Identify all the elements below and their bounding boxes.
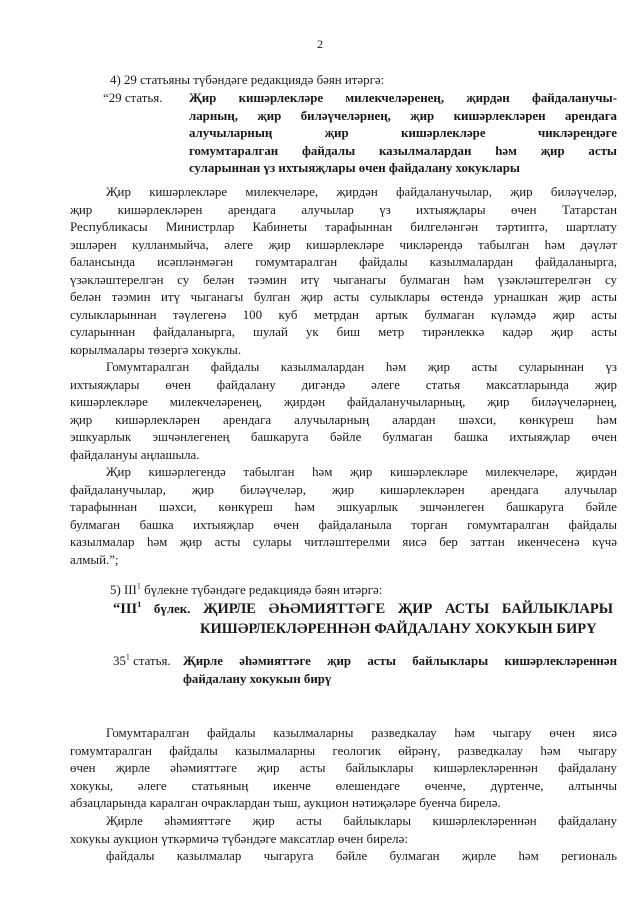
section-label: бүлек. <box>153 602 191 616</box>
article351-paragraph-1 <box>70 725 617 813</box>
article351-paragraph-3 <box>70 848 617 866</box>
text-line: өчен җирле әһәмияттәге җир асты байлыклары кишәрлекләреннән файдалану <box>70 761 617 775</box>
article29-title-line: Җир кишәрлекләре милекчеләренең, җирдән файдаланучы- <box>189 91 617 105</box>
section-title-line-1: ҖИРЛЕ ӘҺӘМИЯТТӘГЕ ҖИР АСТЫ БАЙЛЫКЛАРЫ <box>203 601 613 617</box>
section-sup: 1 <box>137 600 142 610</box>
article351-title <box>183 653 617 688</box>
text-line: Җир кишәрлекләре милекчеләре, җирдән файдаланучылар, җир биләүчеләр, <box>106 185 617 199</box>
text-line: эшләрен кулланмыйча, әлеге җир кишәрлекләре чикләрендә табылган һәм дәүләт <box>70 237 617 252</box>
item5-intro-sup: 1 <box>136 581 141 591</box>
text-line: балансында исәпләнмәгән гомумтаралган файдалы казылмалардан файдаланырга, <box>70 255 617 269</box>
article29-label: “29 статья. <box>103 91 163 105</box>
text-line: корылмалары төзергә хокуклы. <box>70 342 242 357</box>
section-title-line-2: КИШӘРЛЕКЛӘРЕННӘН ФАЙДАЛАНУ ХОКУКЫН БИРҮ <box>200 621 597 637</box>
text-line: Гомумтаралган файдалы казылмалардан һәм җир асты суларыннан үз <box>106 360 617 374</box>
item5-intro-end: бүлекне түбәндәге редакциядә бәян итәргә: <box>140 583 383 597</box>
text-line: кишәрлекләре милекчеләренең, җирдән файдаланучыларның, җир биләүчеләрнең, <box>70 395 617 409</box>
article351-sup: 1 <box>125 652 130 662</box>
text-line: Җир кишәрлегендә табылган һәм җир кишәрлекләре милекчеләре, җирдән <box>106 465 617 479</box>
text-line: казылмалар һәм җир асты сулары читләштерелми яисә бер заттан икенчесенә күчә <box>70 535 617 549</box>
article29-title-line: суларыннан үз ихтыяҗлары өчен файдалану хокуклары <box>189 161 520 175</box>
text-line: хокукы, әлеге статьяның икенче өлешендәге өченче, дүртенче, алтынчы <box>70 778 617 793</box>
text-line: җир кишәрлекләрен арендага алучылар үз ихтыяҗлары өчен Татарстан <box>70 202 617 217</box>
section-heading <box>113 599 613 619</box>
text-line: файдаланучылар, җир биләүчеләр, җир кишәрлекләрен арендага алучылар <box>70 482 617 497</box>
article351-title-line: Җирле әһәмияттәге җир асты байлыклары кишәрлекләреннән <box>183 654 617 668</box>
text-line: белән тәэмин итү чыганагы булган җир асты сулыклары өстендә урнашкан җир асты <box>70 290 617 304</box>
text-line: файдалануы аңлашыла. <box>70 447 200 462</box>
text-line: эшкуарлык эшчәнлегенең башкаруга бәйле булмаган башка ихтыяҗлар өчен <box>70 430 617 444</box>
page-number: 2 <box>317 37 323 51</box>
article351-word: статья. <box>133 654 171 668</box>
item5-intro-start: 5) III <box>110 583 137 597</box>
section-heading-line-1 <box>113 599 613 619</box>
article29-title-line: ларның, җир биләүчеләрнең, җир кишәрлекләрен арендага <box>189 108 617 123</box>
text-line: Республикасы Министрлар Кабинеты тарафыннан билгеләнгән тәртиптә, шартлату <box>70 220 617 234</box>
text-line: файдалы казылмалар чыгаруга бәйле булмаган җирле һәм региональ <box>106 849 617 863</box>
text-line: ихтыяҗлары өчен файдалану дигәндә әлеге статья максатларында җир <box>70 377 617 392</box>
article29-paragraph-1 <box>70 184 617 359</box>
article29-paragraph-3 <box>70 464 617 569</box>
text-line: җир кишәрлекләрен арендага алучыларның алардан шәхси, көнкүреш һәм <box>70 412 617 427</box>
text-line: Җирле әһәмияттәге җир асты байлыклары кишәрлекләреннән файдалану <box>106 814 617 828</box>
text-line: булмаган башка ихтыяҗлар өчен файдаланыла торган гомумтаралган файдалы <box>70 517 617 532</box>
item4-intro: 4) 29 статьяны түбәндәге редакциядә бәян итәргә: <box>110 73 385 87</box>
article29-title-line: алучыларның җир кишәрлекләре чикләрендәге <box>189 126 617 140</box>
article29-paragraph-2 <box>70 359 617 464</box>
text-line: алмый.”; <box>70 552 119 567</box>
text-line: хокукы аукцион үткәрмичә түбәндәге максатлар өчен бирелә: <box>70 831 408 846</box>
article351-title-line: файдалану хокукын бирү <box>183 671 332 686</box>
item5-intro <box>110 582 580 600</box>
text-line: үзәкләштерелгән су белән тәэмин итү чыганагы булмаган һәм үзәкләштерелгән су <box>70 272 617 287</box>
text-line: сулыкларыннан тәүлегенә 100 куб метрдан артык булмаган күләмдә җир асты <box>70 307 617 322</box>
text-line: тарафыннан шәхси, көнкүреш һәм эшкуарлык эшчәнлеген башкаруга бәйле <box>70 500 617 514</box>
text-line: суларыннан файдаланырга, шулай ук биш метр тирәнлеккә кадәр җир асты <box>70 325 617 339</box>
article29-title-line: гомумтаралган файдалы казылмалардан һәм җир асты <box>189 143 617 158</box>
text-line: гомумтаралган файдалы казылмаларны геологик өйрәнү, разведкалау һәм чыгару <box>70 743 617 758</box>
article351-number: 35 <box>113 654 126 668</box>
article29-title <box>189 90 617 178</box>
text-line: абзацларында каралган очраклардан тыш, аукцион нәтиҗәләре буенча бирелә. <box>70 796 501 810</box>
section-prefix: “III <box>113 601 138 617</box>
article351-paragraph-2 <box>70 813 617 848</box>
text-line: Гомумтаралган файдалы казылмаларны разведкалау һәм чыгару өчен яисә <box>106 726 617 740</box>
